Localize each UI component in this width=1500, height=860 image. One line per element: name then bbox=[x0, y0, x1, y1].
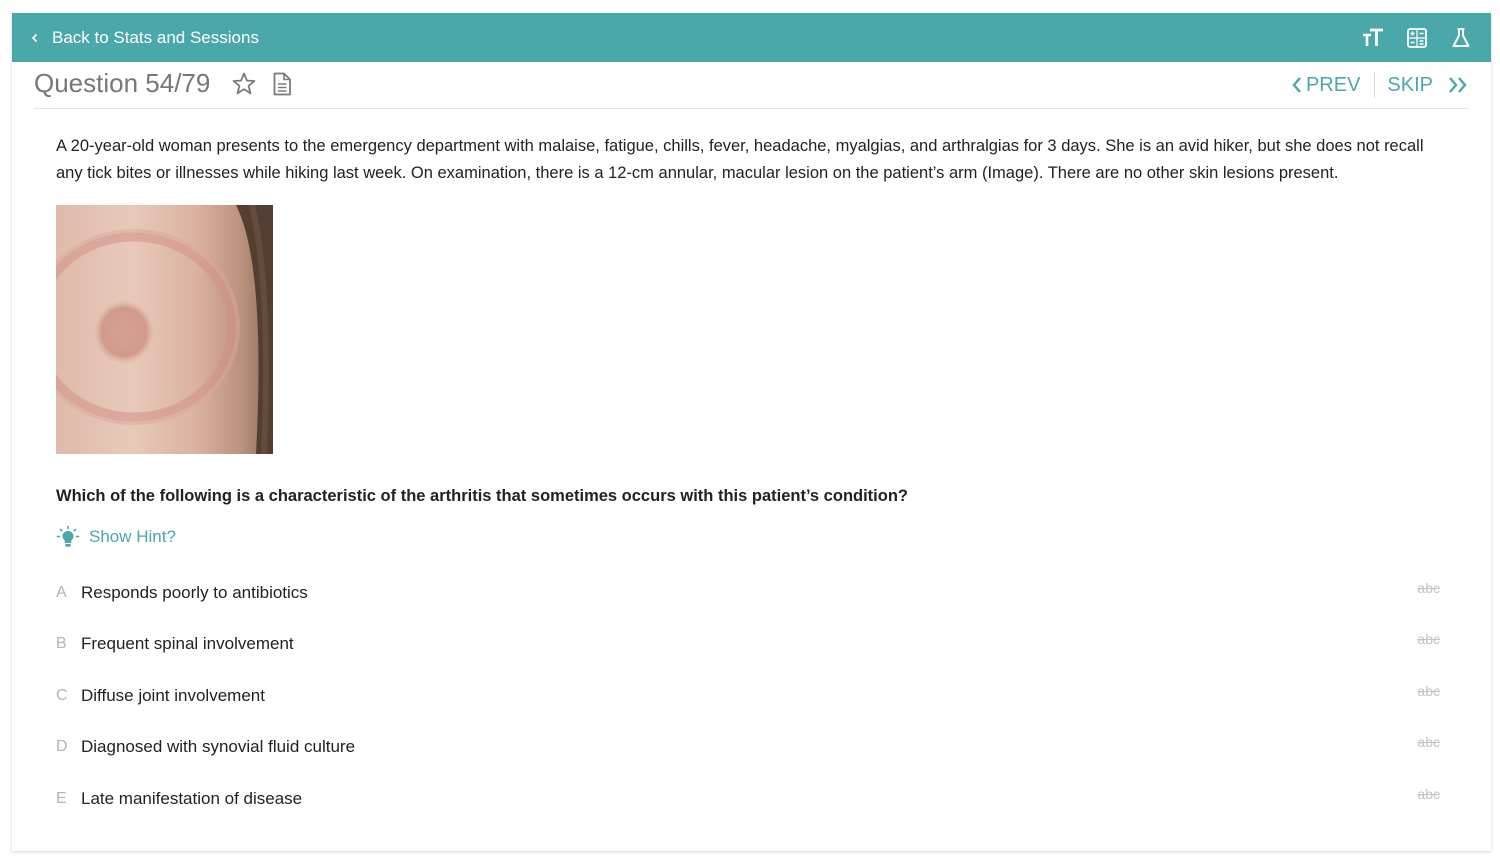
chevron-left-icon bbox=[1291, 76, 1303, 94]
back-to-stats-link[interactable] bbox=[30, 13, 259, 62]
toolbar-icons bbox=[1341, 13, 1473, 62]
answer-choice-d[interactable] bbox=[56, 732, 1446, 762]
answer-choice-c[interactable] bbox=[56, 681, 1446, 711]
strikethrough-toggle[interactable]: abc bbox=[1417, 580, 1440, 596]
question-navigation bbox=[1291, 72, 1469, 98]
question-counter: Question 54/79 bbox=[34, 68, 211, 98]
choice-text: Diagnosed with synovial fluid culture bbox=[81, 737, 356, 756]
star-icon[interactable] bbox=[230, 70, 258, 98]
answer-choice-e[interactable] bbox=[56, 784, 1446, 814]
lightbulb-icon bbox=[56, 525, 80, 549]
choice-letter: D bbox=[56, 738, 68, 755]
lab-values-icon[interactable] bbox=[1449, 26, 1473, 50]
prev-button[interactable] bbox=[1291, 74, 1360, 97]
skip-button[interactable] bbox=[1387, 74, 1469, 97]
answer-choice-b[interactable] bbox=[56, 629, 1446, 659]
strikethrough-toggle[interactable]: abc bbox=[1417, 631, 1440, 647]
back-link-label: Back to Stats and Sessions bbox=[52, 27, 259, 47]
choice-letter: E bbox=[56, 790, 67, 807]
choice-text: Late manifestation of disease bbox=[81, 789, 303, 808]
choice-text: Frequent spinal involvement bbox=[81, 634, 294, 653]
question-panel bbox=[12, 13, 1491, 851]
notes-icon[interactable] bbox=[268, 70, 296, 98]
choice-letter: C bbox=[56, 687, 68, 704]
choice-text: Responds poorly to antibiotics bbox=[81, 583, 308, 602]
answer-choice-a[interactable] bbox=[56, 578, 1446, 608]
question-prompt: Which of the following is a characteristic of the arthritis that sometimes occurs with this patient’s condition? bbox=[56, 487, 908, 505]
choice-letter: B bbox=[56, 635, 67, 652]
show-hint-label: Show Hint? bbox=[89, 527, 176, 546]
question-tools bbox=[230, 70, 306, 98]
show-hint-button[interactable] bbox=[56, 525, 176, 549]
double-chevron-right-icon bbox=[1447, 76, 1469, 94]
strikethrough-toggle[interactable]: abc bbox=[1417, 786, 1440, 802]
nav-divider bbox=[1374, 72, 1375, 98]
chevron-left-icon bbox=[30, 33, 40, 43]
choice-text: Diffuse joint involvement bbox=[81, 686, 265, 705]
question-header bbox=[34, 62, 1469, 109]
clinical-image[interactable] bbox=[56, 205, 273, 454]
choice-letter: A bbox=[56, 584, 67, 601]
strikethrough-toggle[interactable]: abc bbox=[1417, 734, 1440, 750]
question-stem: A 20-year-old woman presents to the emergency department with malaise, fatigue, chills, fever, headache, myalgias, and arthralgias for 3 days. She is an avid hiker, but she does not recall any tick bites or illnesses while hiking last week. On examination, there is a 12-cm annular, macular lesion on the patient’s arm (Image). There are no other skin lesions present. bbox=[56, 137, 1424, 182]
calculator-icon[interactable] bbox=[1405, 26, 1429, 50]
strikethrough-toggle[interactable]: abc bbox=[1417, 683, 1440, 699]
skip-label: SKIP bbox=[1387, 73, 1433, 96]
prev-label: PREV bbox=[1305, 73, 1361, 96]
top-bar bbox=[12, 13, 1491, 62]
text-size-icon[interactable] bbox=[1361, 26, 1385, 50]
